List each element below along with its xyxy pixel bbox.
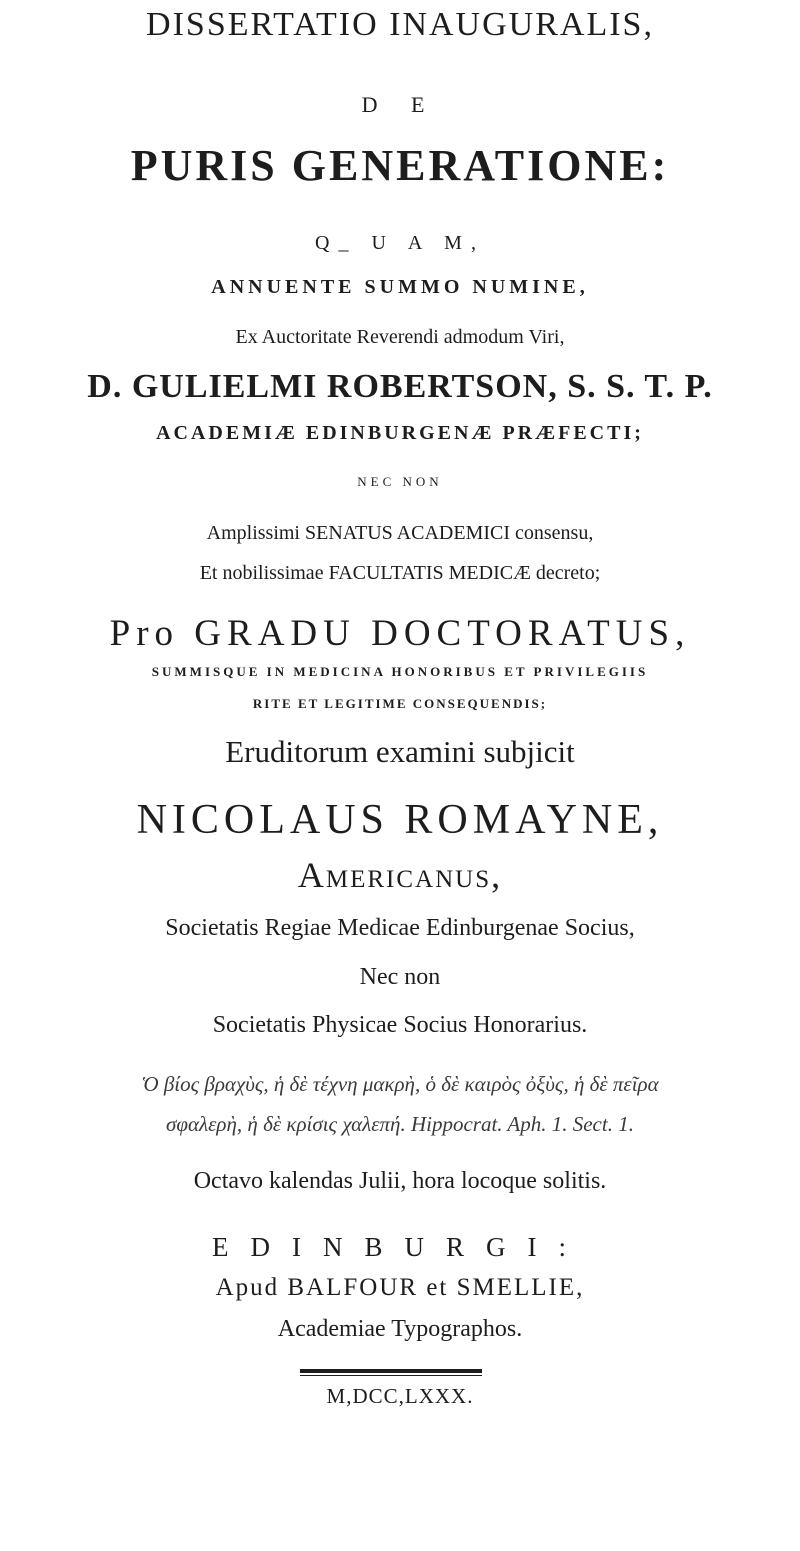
society-medical-line: Societatis Regiae Medicae Edinburgenae Socius, (165, 915, 635, 941)
consequendis-line: RITE ET LEGITIME CONSEQUENDIS; (252, 696, 548, 711)
annuente-line: ANNUENTE SUMMO NUMINE, (211, 276, 589, 298)
dissertation-title: PURIS GENERATIONE: (130, 141, 670, 190)
nec-non-2-line: Nec non (359, 964, 441, 990)
facultatis-line: Et nobilissimae FACULTATIS MEDICÆ decreto; (199, 562, 601, 584)
honoribus-line: SUMMISQUE IN MEDICINA HONORIBUS ET PRIVILEGIIS (151, 664, 649, 679)
examini-line: Eruditorum examini subjicit (225, 734, 575, 769)
divider-rule-thick (300, 1369, 482, 1373)
typographers-line: Academiae Typographos. (277, 1316, 523, 1342)
year-line: M,DCC,LXXX. (326, 1384, 474, 1408)
academy-line: ACADEMIÆ EDINBURGENÆ PRÆFECTI; (156, 422, 644, 444)
printer-line: Apud BALFOUR et SMELLIE, (215, 1274, 585, 1301)
author-name: NICOLAUS ROMAYNE, (136, 797, 664, 843)
senatus-line: Amplissimi SENATUS ACADEMICI consensu, (206, 522, 594, 544)
hippocrates-quote-line1: Ὁ βίος βραχὺς, ἡ δὲ τέχνη μακρὴ, ὁ δὲ καιρὸς ὀξὺς, ἡ δὲ πεῖρα (141, 1072, 659, 1096)
author-origin: Americanus, (297, 855, 503, 895)
hippocrates-quote-line2: σφαλερὴ, ἡ δὲ κρίσις χαλεπή. Hippocrat. Aph. 1. Sect. 1. (166, 1112, 634, 1136)
divider-rule-thin (300, 1375, 482, 1376)
place-line: EDINBURGI: (212, 1232, 588, 1262)
quam-line: Q_ U A M, (315, 232, 485, 254)
date-line: Octavo kalendas Julii, hora locoque solitis. (193, 1168, 607, 1194)
preposition-de: D E (361, 92, 439, 117)
principal-name: D. GULIELMI ROBERTSON, S. S. T. P. (87, 368, 713, 405)
nec-non-line: NEC NON (357, 474, 443, 489)
society-physical-line: Societatis Physicae Socius Honorarius. (212, 1012, 588, 1038)
pro-gradu-line: Pro GRADU DOCTORATUS, (109, 613, 691, 654)
dissertation-heading: DISSERTATIO INAUGURALIS, (146, 6, 654, 43)
auctoritate-line: Ex Auctoritate Reverendi admodum Viri, (235, 326, 565, 348)
